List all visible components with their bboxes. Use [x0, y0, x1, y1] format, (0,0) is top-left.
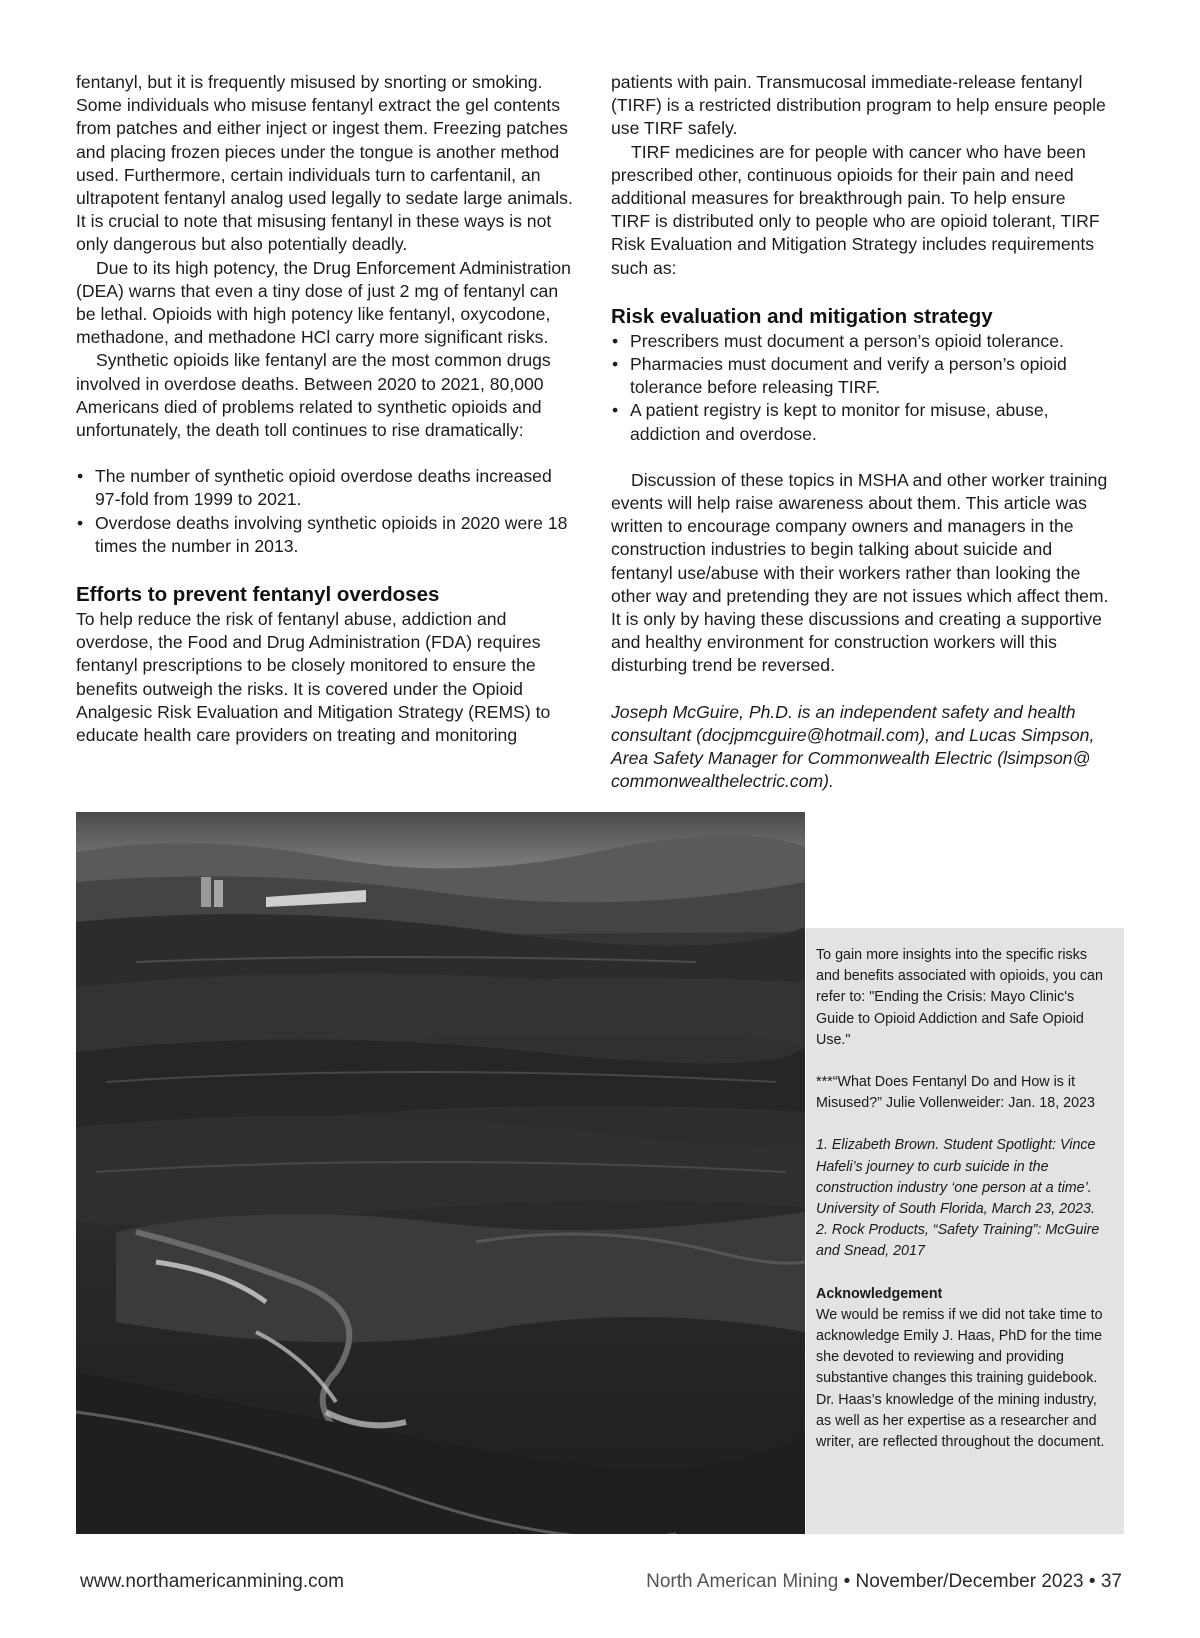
reference-item: 2. Rock Products, “Safety Training”: McGuire and Snead, 2017: [816, 1222, 1100, 1260]
publication-info: North American Mining • November/December 2023 • 37: [646, 1571, 1122, 1592]
list-item: • Pharmacies must document and verify a person’s opioid tolerance before releasing TIRF.: [611, 353, 1109, 399]
bullet-list: [611, 330, 1109, 446]
page-footer: [80, 1567, 1122, 1597]
list-item: • Prescribers must document a person’s opioid tolerance.: [611, 330, 1109, 353]
page-number: 37: [1100, 1571, 1122, 1592]
reference-item: 1. Elizabeth Brown. Student Spotlight: Vince Hafeli’s journey to curb suicide in the construction industry ‘one person at a time’. University of South Florida, March 23, 2023.: [816, 1137, 1096, 1218]
sidebar-source: ***“What Does Fentanyl Do and How is it Misused?” Julie Vollenweider: Jan. 18, 2023: [816, 1074, 1095, 1112]
bullet-list: [76, 465, 574, 558]
paragraph: To help reduce the risk of fentanyl abuse, addiction and overdose, the Food and Drug Administration (FDA) requires fentanyl prescriptions to be closely monitored to ensure the benefits outweigh the risks. It is covered under the Opioid Analgesic Risk Evaluation and Mitigation Strategy (REMS) to educate health care providers on treating and monitoring: [76, 609, 551, 746]
sidebar-insights: To gain more insights into the specific risks and benefits associated with opioids, you can refer to: "Ending the Crisis: Mayo Clinic's Guide to Opioid Addiction and Safe Opioid Use.": [816, 947, 1103, 1048]
list-item: • The number of synthetic opioid overdose deaths increased 97-fold from 1999 to 2021.: [76, 465, 574, 511]
quarry-photo: [76, 812, 805, 1534]
paragraph: patients with pain. Transmucosal immediate-release fentanyl (TIRF) is a restricted distribution program to help ensure people use TIRF safely.: [611, 72, 1106, 139]
paragraph: Synthetic opioids like fentanyl are the most common drugs involved in overdose deaths. Between 2020 to 2021, 80,000 Americans died of problems related to synthetic opioids and unfortunately, the death toll continues to rise dramatically:: [76, 350, 551, 441]
references-sidebar: [806, 928, 1124, 1534]
right-column: [611, 71, 1109, 793]
section-heading: Efforts to prevent fentanyl overdoses: [76, 583, 440, 607]
list-item: • Overdose deaths involving synthetic opioids in 2020 were 18 times the number in 2013.: [76, 512, 574, 558]
acknowledgement-title: Acknowledgement: [816, 1285, 943, 1302]
publication-name: North American Mining: [646, 1571, 839, 1592]
paragraph: fentanyl, but it is frequently misused by snorting or smoking. Some individuals who misuse fentanyl extract the gel contents from patches and either inject or ingest them. Freezing patches and placing frozen pieces under the tongue is another method used. Furthermore, certain individuals turn to carfentanil, an ultrapotent fentanyl analog used legally to sedate large animals. It is crucial to note that misusing fentanyl in these ways is not only dangerous but also potentially deadly.: [76, 72, 573, 255]
issue-date: November/December 2023: [855, 1571, 1084, 1592]
list-item: • A patient registry is kept to monitor for misuse, abuse, addiction and overdose.: [611, 399, 1109, 445]
paragraph: Discussion of these topics in MSHA and other worker training events will help raise awareness about them. This article was written to encourage company owners and managers in the construction industries to begin talking about suicide and fentanyl use/abuse with their workers rather than looking the other way and pretending they are not issues which affect them. It is only by having these discussions and creating a supportive and healthy environment for construction workers will this disturbing trend be reversed.: [611, 469, 1109, 676]
paragraph: TIRF medicines are for people with cancer who have been prescribed other, continuous opioids for their pain and need additional measures for breakthrough pain. To help ensure TIRF is distributed only to people who are opioid tolerant, TIRF Risk Evaluation and Mitigation Strategy includes requirements such as:: [611, 141, 1100, 278]
paragraph: Due to its high potency, the Drug Enforcement Administration (DEA) warns that even a tiny dose of just 2 mg of fentanyl can be lethal. Opioids with high potency like fentanyl, oxycodone, methadone, and methadone HCl carry more significant risks.: [76, 257, 571, 348]
website-url: www.northamericanmining.com: [80, 1571, 344, 1592]
author-bio: Joseph McGuire, Ph.D. is an independent safety and health consultant (docjpmcguire@hotmail.com), and Lucas Simpson, Area Safety Manager for Commonwealth Electric (lsimpson@ commonwealthelectric.com).: [611, 701, 1095, 792]
left-column: [76, 71, 574, 747]
section-heading: Risk evaluation and mitigation strategy: [611, 304, 993, 328]
acknowledgement-text: We would be remiss if we did not take time to acknowledge Emily J. Haas, PhD for the time she devoted to reviewing and providing substantive changes this training guidebook. Dr. Haas’s knowledge of the mining industry, as well as her expertise as a researcher and writer, are reflected throughout the document.: [816, 1306, 1105, 1451]
